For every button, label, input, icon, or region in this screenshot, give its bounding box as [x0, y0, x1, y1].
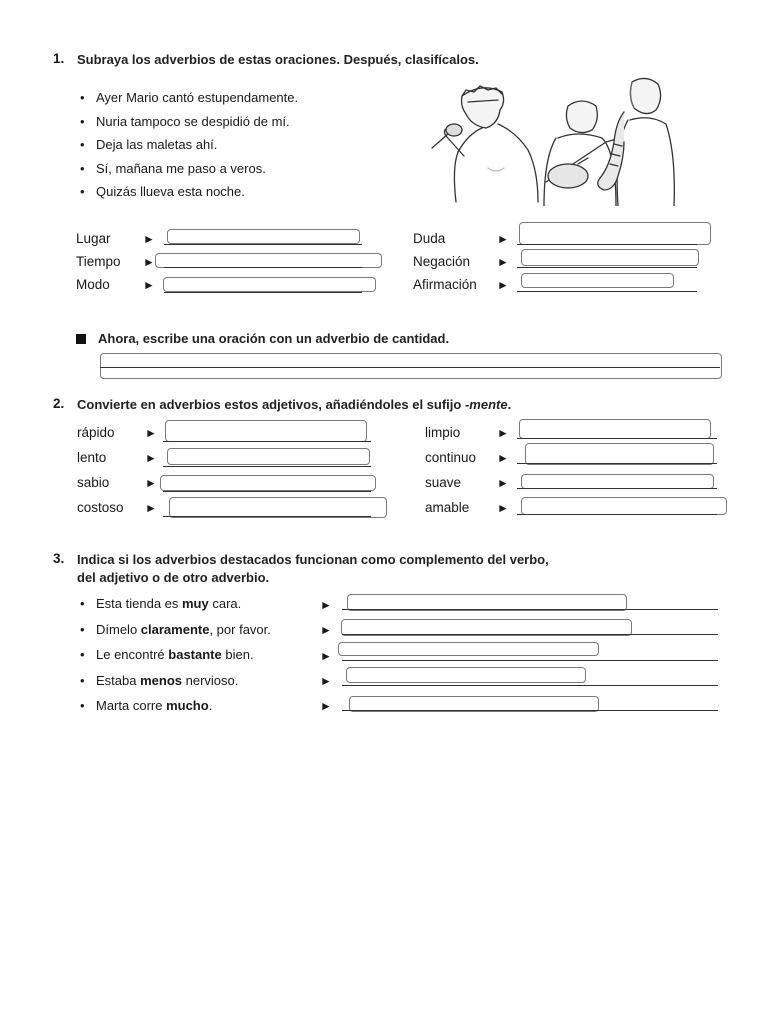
square-bullet-icon — [76, 334, 86, 344]
answer-underline — [163, 516, 371, 517]
arrow-icon: ► — [497, 255, 509, 269]
adjective-label: amable — [425, 500, 470, 515]
arrow-icon: ► — [143, 255, 155, 269]
sentence-item — [76, 645, 336, 671]
answer-underline — [342, 660, 718, 661]
arrow-icon: ► — [143, 232, 155, 246]
exercise-1-subtitle: Ahora, escribe una oración con un adverbio de cantidad. — [98, 331, 450, 346]
answer-field-bastante[interactable] — [338, 642, 599, 656]
category-label-tiempo: Tiempo — [76, 254, 121, 269]
adjective-label: continuo — [425, 450, 477, 465]
adjective-label: rápido — [77, 425, 115, 440]
answer-underline — [100, 367, 720, 368]
sentence-item: • Nuria tampoco se despidió de mí. — [76, 112, 416, 136]
category-label-negacion: Negación — [413, 254, 471, 269]
sentence-item: • Sí, mañana me paso a veros. — [76, 159, 416, 183]
answer-field-costoso[interactable] — [169, 497, 387, 518]
arrow-icon: ► — [497, 451, 509, 465]
answer-underline — [342, 609, 718, 610]
answer-field-sabio[interactable] — [160, 475, 376, 491]
highlighted-adverb: claramente — [140, 621, 210, 637]
exercise-3-number: 3. — [53, 551, 65, 566]
answer-field-afirmacion[interactable] — [521, 273, 674, 288]
adjective-label: suave — [425, 475, 462, 490]
answer-underline — [517, 463, 717, 464]
category-label-modo: Modo — [76, 277, 110, 292]
highlighted-adverb: bastante — [168, 647, 222, 662]
exercise-2-title — [77, 397, 511, 412]
arrow-icon: ► — [497, 426, 509, 440]
sentence-text: , por favor. — [209, 621, 271, 637]
answer-underline — [342, 685, 718, 686]
title-end: . — [507, 397, 512, 412]
answer-underline — [163, 441, 371, 442]
answer-underline — [517, 514, 717, 515]
sentence-item: • Ayer Mario cantó estupendamente. — [76, 88, 416, 112]
arrow-icon: ► — [320, 623, 332, 637]
answer-underline — [517, 438, 717, 439]
answer-field-limpio[interactable] — [519, 419, 711, 439]
title-text: Convierte en adverbios estos adjetivos, añadiéndoles el sufijo — [77, 397, 465, 412]
sentence-item — [76, 671, 336, 697]
arrow-icon: ► — [320, 598, 332, 612]
answer-underline — [163, 466, 371, 467]
arrow-icon: ► — [320, 649, 332, 663]
sentence-text: Dímelo — [96, 621, 141, 637]
answer-field-amable[interactable] — [521, 497, 727, 515]
adjective-label: sabio — [77, 475, 110, 490]
exercise-3-title-line2: del adjetivo o de otro adverbio. — [77, 570, 270, 585]
sentence-item: • Quizás llueva esta noche. — [76, 182, 416, 206]
exercise-1-number: 1. — [53, 51, 65, 66]
answer-field-tiempo[interactable] — [155, 253, 382, 268]
answer-underline — [517, 291, 697, 292]
arrow-icon: ► — [145, 426, 157, 440]
answer-underline — [517, 488, 717, 489]
exercise-1-title: Subraya los adverbios de estas oraciones. Después, clasifícalos. — [77, 52, 479, 67]
category-label-afirmacion: Afirmación — [413, 277, 477, 292]
answer-field-modo[interactable] — [163, 277, 376, 292]
adjective-label: limpio — [425, 425, 461, 440]
answer-underline — [517, 244, 697, 245]
arrow-icon: ► — [145, 476, 157, 490]
arrow-icon: ► — [145, 451, 157, 465]
highlighted-adverb: menos — [140, 672, 182, 688]
answer-underline — [342, 710, 718, 711]
highlighted-adverb: muy — [182, 596, 209, 611]
sentence-item — [76, 594, 336, 620]
highlighted-adverb: mucho — [166, 698, 209, 713]
answer-field-menos[interactable] — [346, 667, 586, 683]
answer-field-lugar[interactable] — [167, 229, 360, 244]
arrow-icon: ► — [145, 501, 157, 515]
answer-field-continuo[interactable] — [525, 443, 714, 465]
adjective-label: lento — [77, 450, 107, 465]
sentence-item — [76, 696, 336, 722]
exercise-3-sentences — [76, 594, 336, 722]
sentence-text: Marta corre — [96, 698, 167, 713]
exercise-1-sentences — [76, 88, 416, 206]
sentence-text: Esta tienda es — [96, 596, 182, 611]
arrow-icon: ► — [320, 674, 332, 688]
answer-underline — [342, 634, 718, 635]
arrow-icon: ► — [497, 501, 509, 515]
answer-underline — [164, 267, 362, 268]
answer-underline — [517, 267, 697, 268]
sentence-text: Le encontré — [96, 647, 169, 662]
exercise-2-number: 2. — [53, 396, 65, 411]
suffix-text: -mente — [464, 397, 508, 412]
sentence-text: nervioso. — [182, 672, 239, 688]
answer-underline — [164, 292, 362, 293]
arrow-icon: ► — [497, 476, 509, 490]
sentence-item — [76, 620, 336, 646]
sentence-text: . — [208, 698, 213, 713]
musicians-illustration — [418, 72, 680, 206]
arrow-icon: ► — [497, 278, 509, 292]
sentence-item: • Deja las maletas ahí. — [76, 135, 416, 159]
sentence-text: cara. — [208, 596, 242, 611]
sentence-text: Estaba — [96, 672, 141, 688]
answer-field-negacion[interactable] — [521, 249, 699, 266]
adjective-label: costoso — [77, 500, 124, 515]
arrow-icon: ► — [320, 699, 332, 713]
answer-underline — [163, 491, 371, 492]
answer-field-cantidad-sentence[interactable] — [100, 353, 722, 379]
category-label-lugar: Lugar — [76, 231, 111, 246]
answer-field-duda[interactable] — [519, 222, 711, 245]
category-label-duda: Duda — [413, 231, 446, 246]
answer-field-rapido[interactable] — [165, 420, 367, 442]
arrow-icon: ► — [497, 232, 509, 246]
sentence-text: bien. — [221, 647, 254, 662]
answer-field-lento[interactable] — [167, 448, 370, 465]
answer-field-suave[interactable] — [521, 474, 714, 489]
answer-underline — [164, 244, 362, 245]
exercise-3-title-line1: Indica si los adverbios destacados funcionan como complemento del verbo, — [77, 552, 549, 567]
arrow-icon: ► — [143, 278, 155, 292]
